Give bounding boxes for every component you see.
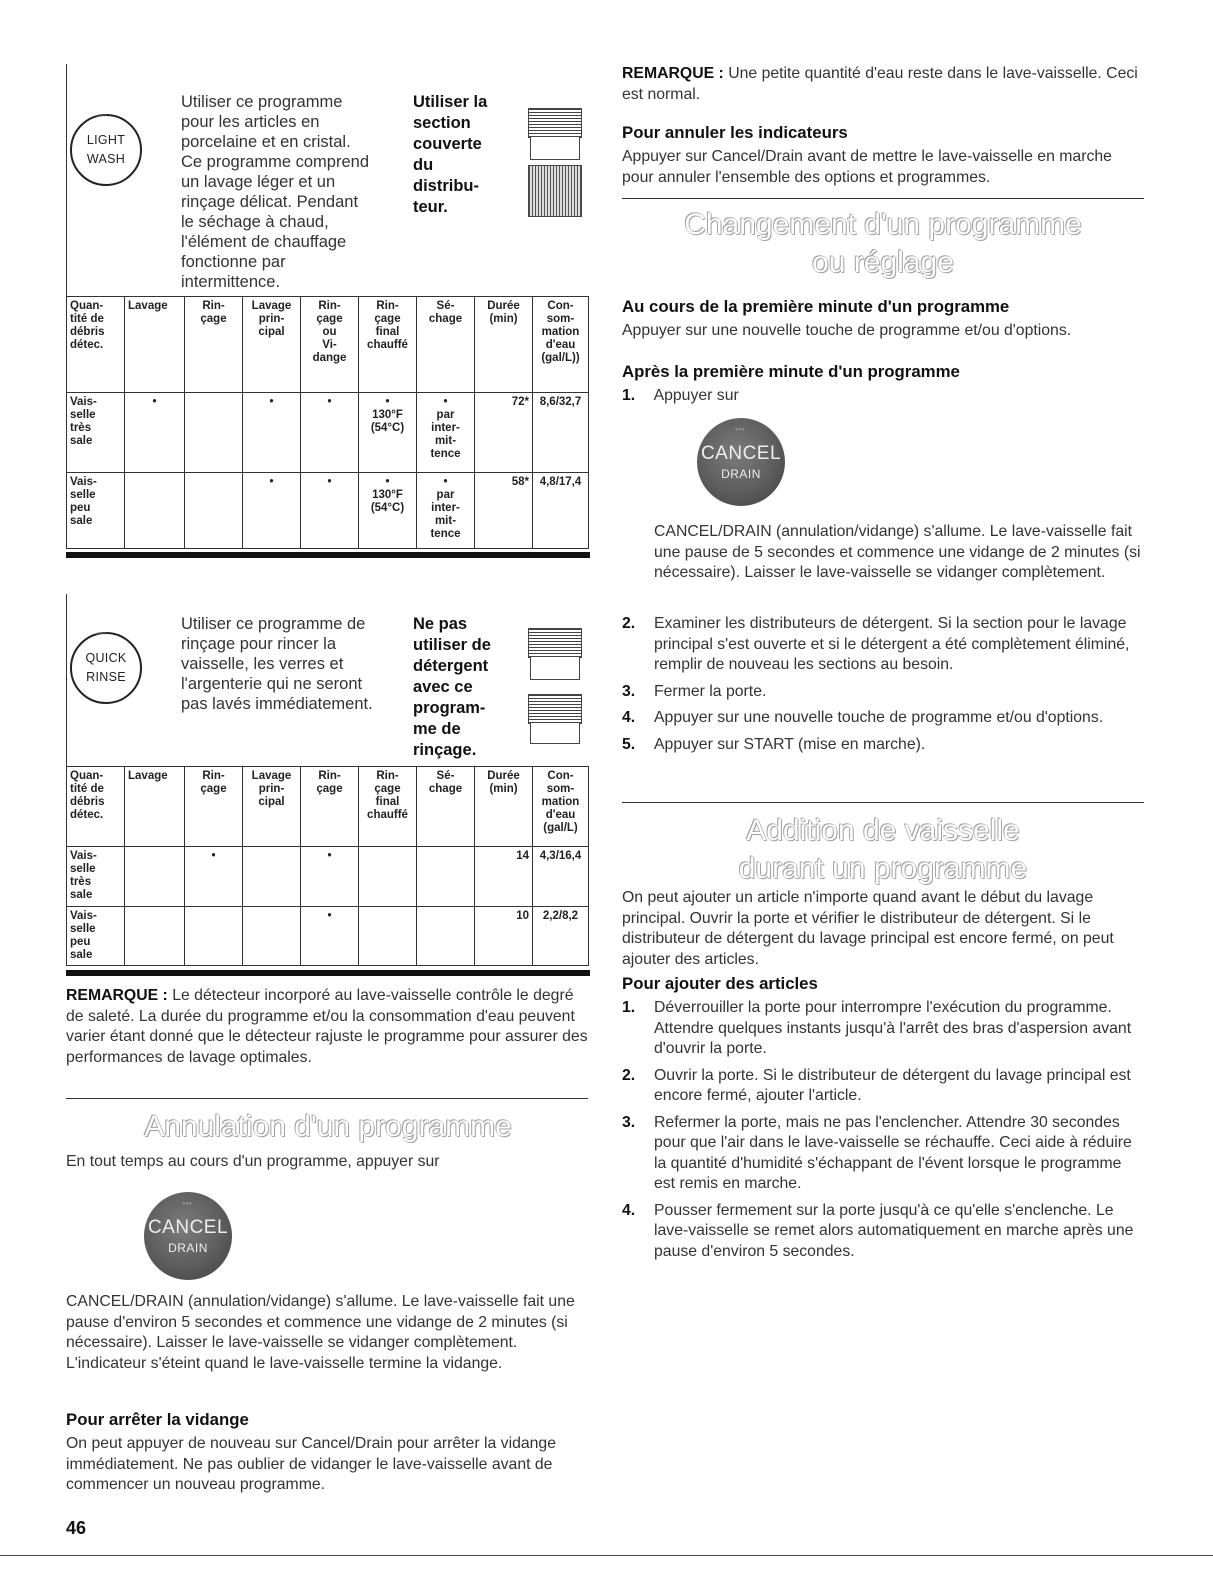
button-indicator-icon: ◦◦◦ [735, 424, 745, 434]
first-minute-text: Appuyer sur une nouvelle touche de programme et/ou d'options. [622, 322, 1072, 339]
list-item: 2. Examiner les distributeurs de détergent. Si la section pour le lavage principal s'est ouverte et si le détergent a été complètement éliminé, remplir de nouveau les sections au besoin. [622, 615, 1130, 673]
table-header-rincage-2: Rin- çage [301, 767, 359, 847]
table-header-lavage: Lavage [125, 297, 185, 393]
left-remark-label: REMARQUE : [66, 987, 168, 1004]
annulation-title: Annulation d'un programme [144, 1110, 512, 1143]
list-item: 2. Ouvrir la porte. Si le distributeur de détergent du lavage principal est encore fermé, ajouter l'article. [622, 1066, 1131, 1104]
after-minute-heading: Après la première minute d'un programme [622, 362, 960, 381]
table-header-debris: Quan- tité de débris détec. [67, 767, 125, 847]
table-header-consommation: Con- som- mation d'eau (gal/L) [533, 767, 589, 847]
table-header-consommation: Con- som- mation d'eau (gal/L)) [533, 297, 589, 393]
quick-rinse-cycle-table [66, 766, 589, 966]
stop-drain-text: On peut appuyer de nouveau sur Cancel/Drain pour arrêter la vidange immédiatement. Ne pas oublier de vidanger le lave-vaisselle avant de commencer un nouveau programme. [66, 1435, 557, 1493]
quick-rinse-description: Utiliser ce programme de rinçage pour rincer la vaisselle, les verres et l'argenterie qui ne seront pas lavés immédiatement. [181, 615, 373, 713]
table-header-rincage: Rin- çage [185, 767, 243, 847]
dial-indicator-icon: ◦◦◦ [96, 628, 107, 638]
light-wash-dispenser-note: Utiliser la section couverte du distribu- teur. [413, 93, 488, 216]
left-remark-text: Le détecteur incorporé au lave-vaisselle contrôle le degré de saleté. La durée du programme et/ou la consommation d'eau peuvent varier étant donné que le détecteur rajuste le programme pour assurer des performances de lavage optimales. [66, 987, 588, 1066]
right-remark-text: Une petite quantité d'eau reste dans le lave-vaisselle. Ceci est normal. [622, 65, 1138, 103]
table-row: Vais- selle très sale • • 14 4,3/16,4 [67, 847, 589, 907]
page-bottom-rule [0, 1555, 1213, 1556]
addition-title: Addition de vaisselle durant un programme [738, 814, 1028, 885]
table-row: Vais- selle très sale • • • • 130°F (54°C) • par inter- mit- tence 72* 8,6/32,7 [67, 393, 589, 473]
table-header-debris: Quan- tité de débris détec. [67, 297, 125, 393]
after-minute-steps [622, 614, 1144, 755]
light-wash-dial-line1: LIGHT [86, 133, 126, 147]
cancel-drain-button-icon: ◦◦◦ CANCEL DRAIN [697, 418, 785, 506]
button-indicator-icon: ◦◦◦ [182, 1198, 192, 1208]
quick-rinse-dial-icon [70, 628, 142, 704]
light-wash-dial-icon [70, 110, 142, 186]
light-wash-table-bottom-rule [66, 552, 590, 558]
list-item: 5. Appuyer sur START (mise en marche). [622, 735, 926, 753]
list-item: 1. Déverrouiller la porte pour interrompre l'exécution du programme. Attendre quelques instants jusqu'à l'arrêt des bras d'aspersion avant d'ouvrir la porte. [622, 999, 1132, 1057]
quick-rinse-table-bottom-rule [66, 970, 590, 976]
annuler-indicateurs-heading: Pour annuler les indicateurs [622, 123, 848, 142]
table-header-rincage-final: Rin- çage final chauffé [359, 297, 417, 393]
page-number: 46 [66, 1518, 87, 1538]
table-row: Vais- selle peu sale • • • 130°F (54°C) • par inter- mit- tence 58* 4,8/17,4 [67, 473, 589, 549]
table-header-lavage-principal: Lavage prin- cipal [243, 297, 301, 393]
table-header-lavage-principal: Lavage prin- cipal [243, 767, 301, 847]
list-item: 4. Appuyer sur une nouvelle touche de programme et/ou d'options. [622, 709, 1104, 726]
quick-rinse-dial-line1: QUICK [85, 651, 127, 665]
annulation-intro: En tout temps au cours d'un programme, appuyer sur [66, 1153, 440, 1170]
table-header-rincage-vidange: Rin- çage ou Vi- dange [301, 297, 359, 393]
cancel-drain-button-icon: ◦◦◦ CANCEL DRAIN [144, 1192, 232, 1280]
ajouter-articles-heading: Pour ajouter des articles [622, 974, 818, 993]
first-minute-heading: Au cours de la première minute d'un programme [622, 297, 1010, 316]
dial-indicator-icon: ◦◦◦ [96, 110, 107, 120]
annulation-after: CANCEL/DRAIN (annulation/vidange) s'allume. Le lave-vaisselle fait une pause d'environ 5 secondes et commence une vidange de 2 minutes (si nécessaire). Laisser le lave-vaisselle se vidanger complètement. L'indicateur s'éteint quand le lave-vaisselle termine la vidange. [66, 1293, 575, 1372]
table-header-sechage: Sé- chage [417, 297, 475, 393]
right-divider-2 [622, 802, 1144, 803]
table-header-lavage: Lavage [125, 767, 185, 847]
stop-drain-heading: Pour arrêter la vidange [66, 1410, 249, 1429]
light-wash-description: Utiliser ce programme pour les articles en porcelaine et en cristal. Ce programme comprend un lavage léger et un rinçage délicat. Pendant le séchage à chaud, l'élément de chauffage fonctionne par intermittence. [181, 93, 369, 291]
addition-intro: On peut ajouter un article n'importe quand avant le début du lavage principal. Ouvrir la porte et vérifier le distributeur de détergent. Si le distributeur de détergent du lavage principal est encore fermé, on peut ajouter des articles. [622, 889, 1114, 968]
list-item: 3. Fermer la porte. [622, 682, 767, 700]
after-minute-step-1: 1. Appuyer sur [622, 387, 739, 404]
annuler-indicateurs-text: Appuyer sur Cancel/Drain avant de mettre le lave-vaisselle en marche pour annuler l'ensemble des options et programmes. [622, 148, 1112, 186]
list-item: 3. Refermer la porte, mais ne pas l'enclencher. Attendre 30 secondes pour que l'air dans le lave-vaisselle se réchauffe. Ceci aide à réduire la quantité d'humidité s'échappant de l'évent lorsque le programme est remis en marche. [622, 1113, 1132, 1192]
table-header-duree: Durée (min) [475, 297, 533, 393]
right-remark [622, 64, 1144, 105]
right-divider-1 [622, 198, 1144, 199]
table-header-rincage-final: Rin- çage final chauffé [359, 767, 417, 847]
quick-rinse-dispenser-note: Ne pas utiliser de détergent avec ce program- me de rinçage. [413, 615, 491, 759]
quick-rinse-left-rule [66, 594, 67, 766]
table-header-duree: Durée (min) [475, 767, 533, 847]
light-wash-left-rule [66, 64, 67, 296]
quick-rinse-dial-line2: RINSE [86, 670, 126, 684]
list-item: 4. Pousser fermement sur la porte jusqu'à ce qu'elle s'enclenche. Le lave-vaisselle se remet alors automatiquement en marche après une pause d'environ 5 secondes. [622, 1201, 1134, 1260]
left-divider [66, 1098, 588, 1099]
table-header-rincage: Rin- çage [185, 297, 243, 393]
light-wash-cycle-table [66, 296, 589, 549]
changement-title: Changement d'un programme ou réglage [684, 208, 1082, 279]
table-header-sechage: Sé- chage [417, 767, 475, 847]
left-remark [66, 986, 590, 1068]
right-remark-label: REMARQUE : [622, 65, 724, 82]
table-row: Vais- selle peu sale • 10 2,2/8,2 [67, 907, 589, 966]
light-wash-dial-line2: WASH [86, 152, 126, 166]
ajouter-articles-steps [622, 998, 1144, 1262]
after-minute-step-1-after: CANCEL/DRAIN (annulation/vidange) s'allume. Le lave-vaisselle fait une pause de 5 secondes et commence une vidange de 2 minutes (si nécessaire). Laisser le lave-vaisselle se vidanger complètement. [654, 523, 1141, 581]
